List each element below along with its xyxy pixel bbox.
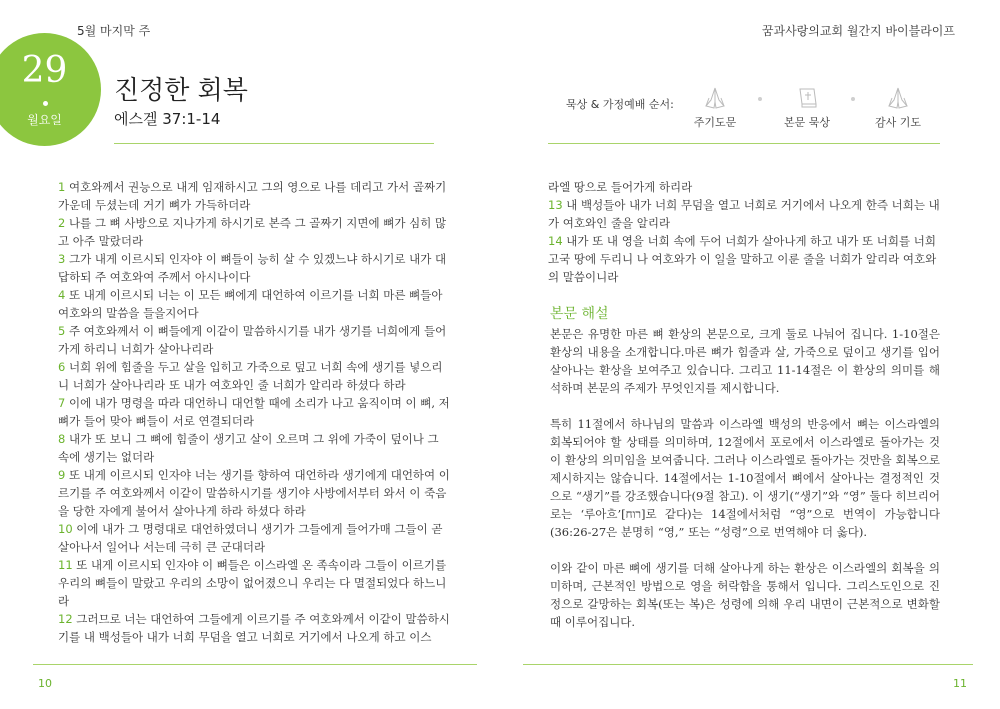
verse-number: 2 <box>58 216 66 230</box>
scripture-left-column <box>58 178 450 646</box>
publication-title: 꿈과사랑의교회 월간지 바이블라이프 <box>761 24 955 38</box>
verse-number: 11 <box>58 558 73 572</box>
commentary-paragraph: 이와 같이 마른 뼈에 생기를 더해 살아나게 하는 환상은 이스라엘의 회복을 의미하며, 근본적인 방법으로 영을 허락함을 통해서 입니다. 그리스도인으로 진정으로 갈망하는 회복(또는 복)은 성령에 의해 우리 내면이 근본적으로 변화할 때 이루어집니다. <box>550 561 940 629</box>
verse <box>548 196 940 232</box>
verse <box>58 358 450 394</box>
step-label: 주기도문 <box>693 116 737 129</box>
verse <box>58 556 450 610</box>
verse-text: 내 백성들아 내가 너희 무덤을 열고 너희로 거기에서 나오게 한즉 너희는 내가 여호와인 줄을 알리라 <box>548 198 940 230</box>
step-label: 본문 묵상 <box>783 116 830 129</box>
scripture-right-column <box>548 178 940 286</box>
verse <box>58 394 450 430</box>
day-badge <box>0 33 101 146</box>
verse-number: 10 <box>58 522 73 536</box>
verse <box>58 430 450 466</box>
verse <box>58 178 450 214</box>
verse-text: 내가 또 내 영을 너희 속에 두어 너희가 살아나게 하고 내가 또 너희를 너희 고국 땅에 두리니 나 여호와가 이 일을 말하고 이룬 줄을 너희가 알리라 여호와의 말씀이니라 <box>548 234 937 284</box>
day-number: 29 <box>21 50 68 91</box>
order-rule <box>548 143 940 144</box>
verse-number: 12 <box>58 612 73 626</box>
verse-text: 나를 그 뼈 사방으로 지나가게 하시기로 본즉 그 골짜기 지면에 뼈가 심히 많고 아주 말랐더라 <box>58 216 447 248</box>
bible-icon <box>792 86 822 110</box>
verse-number: 6 <box>58 360 66 374</box>
verse <box>58 322 450 358</box>
step-separator <box>851 97 855 101</box>
verse-number: 14 <box>548 234 563 248</box>
verse <box>58 466 450 520</box>
verse-text: 너희 위에 힘줄을 두고 살을 입히고 가죽으로 덮고 너희 속에 생기를 넣으리니 너희가 살아나리라 또 내가 여호와인 줄 너희가 알리라 하셨다 하라 <box>58 360 443 392</box>
verse-number: 3 <box>58 252 66 266</box>
week-label: 5월 마지막 주 <box>77 24 151 38</box>
verse <box>58 214 450 250</box>
verse-text: 이에 내가 명령을 따라 대언하니 대언할 때에 소리가 나고 움직이며 이 뼈, 저 뼈가 들어 맞아 뼈들이 서로 연결되더라 <box>58 396 450 428</box>
commentary-paragraph: 특히 11절에서 하나님의 말씀과 이스라엘 백성의 반응에서 뼈는 이스라엘의 회복되어야 할 상태를 의미하며, 12절에서 포로에서 이스라엘로 돌아가는 것이 환상의 의미임을 보여줍니다. 그러나 이스라엘로 돌아가는 것만을 회복으로 제시하지는 않습니다. 14절에서는 1-10절에서 뼈에서 살아나는 결정적인 것으로 “생기”를 강조했습니다(9절 참고). 이 생기(“생기”와 “영” 둘다 히브리어로는 ‘루아흐’[רוח]로 같다)는 14절에서처럼 “영”으로 번역이 가능합니다(36:26-27은 분명히 “영,” 또는 “성령”으로 번역해야 더 옳다). <box>550 417 941 539</box>
verse-text: 여호와께서 권능으로 내게 임재하시고 그의 영으로 나를 데리고 가서 골짜기 가운데 두셨는데 거기 뼈가 가득하더라 <box>58 180 447 212</box>
footer-rule-left <box>33 664 477 665</box>
verse <box>58 520 450 556</box>
step-separator <box>758 97 762 101</box>
weekday-label: 월요일 <box>27 113 62 127</box>
verse-continuation: 라엘 땅으로 들어가게 하리라 <box>548 180 693 194</box>
verse-text: 그가 내게 이르시되 인자야 이 뼈들이 능히 살 수 있겠느냐 하시기로 내가 대답하되 주 여호와여 주께서 아시나이다 <box>58 252 447 284</box>
commentary-body <box>550 325 940 631</box>
verse-text: 주 여호와께서 이 뼈들에게 이같이 말씀하시기를 내가 생기를 너희에게 들어가게 하리니 너희가 살아나리라 <box>58 324 447 356</box>
verse-text: 또 내게 이르시되 너는 이 모든 뼈에게 대언하여 이르기를 너희 마른 뼈들아 여호와의 말씀을 들을지어다 <box>58 288 443 320</box>
title-rule <box>114 143 434 144</box>
page-number-left: 10 <box>38 677 52 690</box>
verse-number: 7 <box>58 396 66 410</box>
commentary-heading: 본문 해설 <box>550 306 609 322</box>
verse-text: 이에 내가 그 명령대로 대언하였더니 생기가 그들에게 들어가매 그들이 곧 살아나서 일어나 서는데 극히 큰 군대더라 <box>58 522 443 554</box>
verse-number: 1 <box>58 180 66 194</box>
commentary-paragraph: 본문은 유명한 마른 뼈 환상의 본문으로, 크게 둘로 나눠어 집니다. 1-10절은 환상의 내용을 소개합니다.마른 뼈가 힘줄과 살, 가죽으로 덮이고 생기를 입어 살아나는 환상을 보여주고 있습니다. 그리고 11-14절은 이 환상의 의미를 해석하며 본문의 주제가 무엇인지를 제시합니다. <box>550 327 940 395</box>
verse-text: 그러므로 너는 대언하여 그들에게 이르기를 주 여호와께서 이같이 말씀하시기를 내 백성들아 내가 너희 무덤을 열고 너희로 거기에서 나오게 하고 이스 <box>58 612 450 644</box>
verse-number: 8 <box>58 432 66 446</box>
page-title: 진정한 회복 <box>114 76 248 106</box>
footer-rule-right <box>523 664 973 665</box>
verse-text: 내가 또 보니 그 뼈에 힘줄이 생기고 살이 오르며 그 위에 가죽이 덮이나 그 속에 생기는 없더라 <box>58 432 439 464</box>
step-thanksgiving-prayer <box>858 86 938 130</box>
verse <box>548 232 940 286</box>
verse-text: 또 내게 이르시되 인자야 너는 생기를 향하여 대언하라 생기에게 대언하여 이르기를 주 여호와께서 이같이 말씀하시기를 생기야 사방에서부터 와서 이 죽음을 당한 자에게 불어서 살아나게 하라 하셨다 하라 <box>58 468 450 518</box>
scripture-reference: 에스겔 37:1-14 <box>114 110 221 128</box>
order-label: 묵상 & 가정예배 순서: <box>566 98 674 111</box>
praying-hands-icon <box>700 86 730 110</box>
badge-dot <box>43 101 48 106</box>
step-lords-prayer <box>675 86 755 130</box>
step-scripture-meditation <box>767 86 847 130</box>
verse-text: 또 내게 이르시되 인자야 이 뼈들은 이스라엘 온 족속이라 그들이 이르기를 우리의 뼈들이 말랐고 우리의 소망이 없어졌으니 우리는 다 멸절되었다 하느니라 <box>58 558 447 608</box>
step-label: 감사 기도 <box>874 116 921 129</box>
praying-hands-icon <box>883 86 913 110</box>
verse-number: 9 <box>58 468 66 482</box>
verse <box>58 250 450 286</box>
verse <box>58 610 450 646</box>
verse-number: 4 <box>58 288 66 302</box>
page-number-right: 11 <box>953 677 967 690</box>
verse <box>58 286 450 322</box>
verse-number: 5 <box>58 324 66 338</box>
verse-number: 13 <box>548 198 563 212</box>
